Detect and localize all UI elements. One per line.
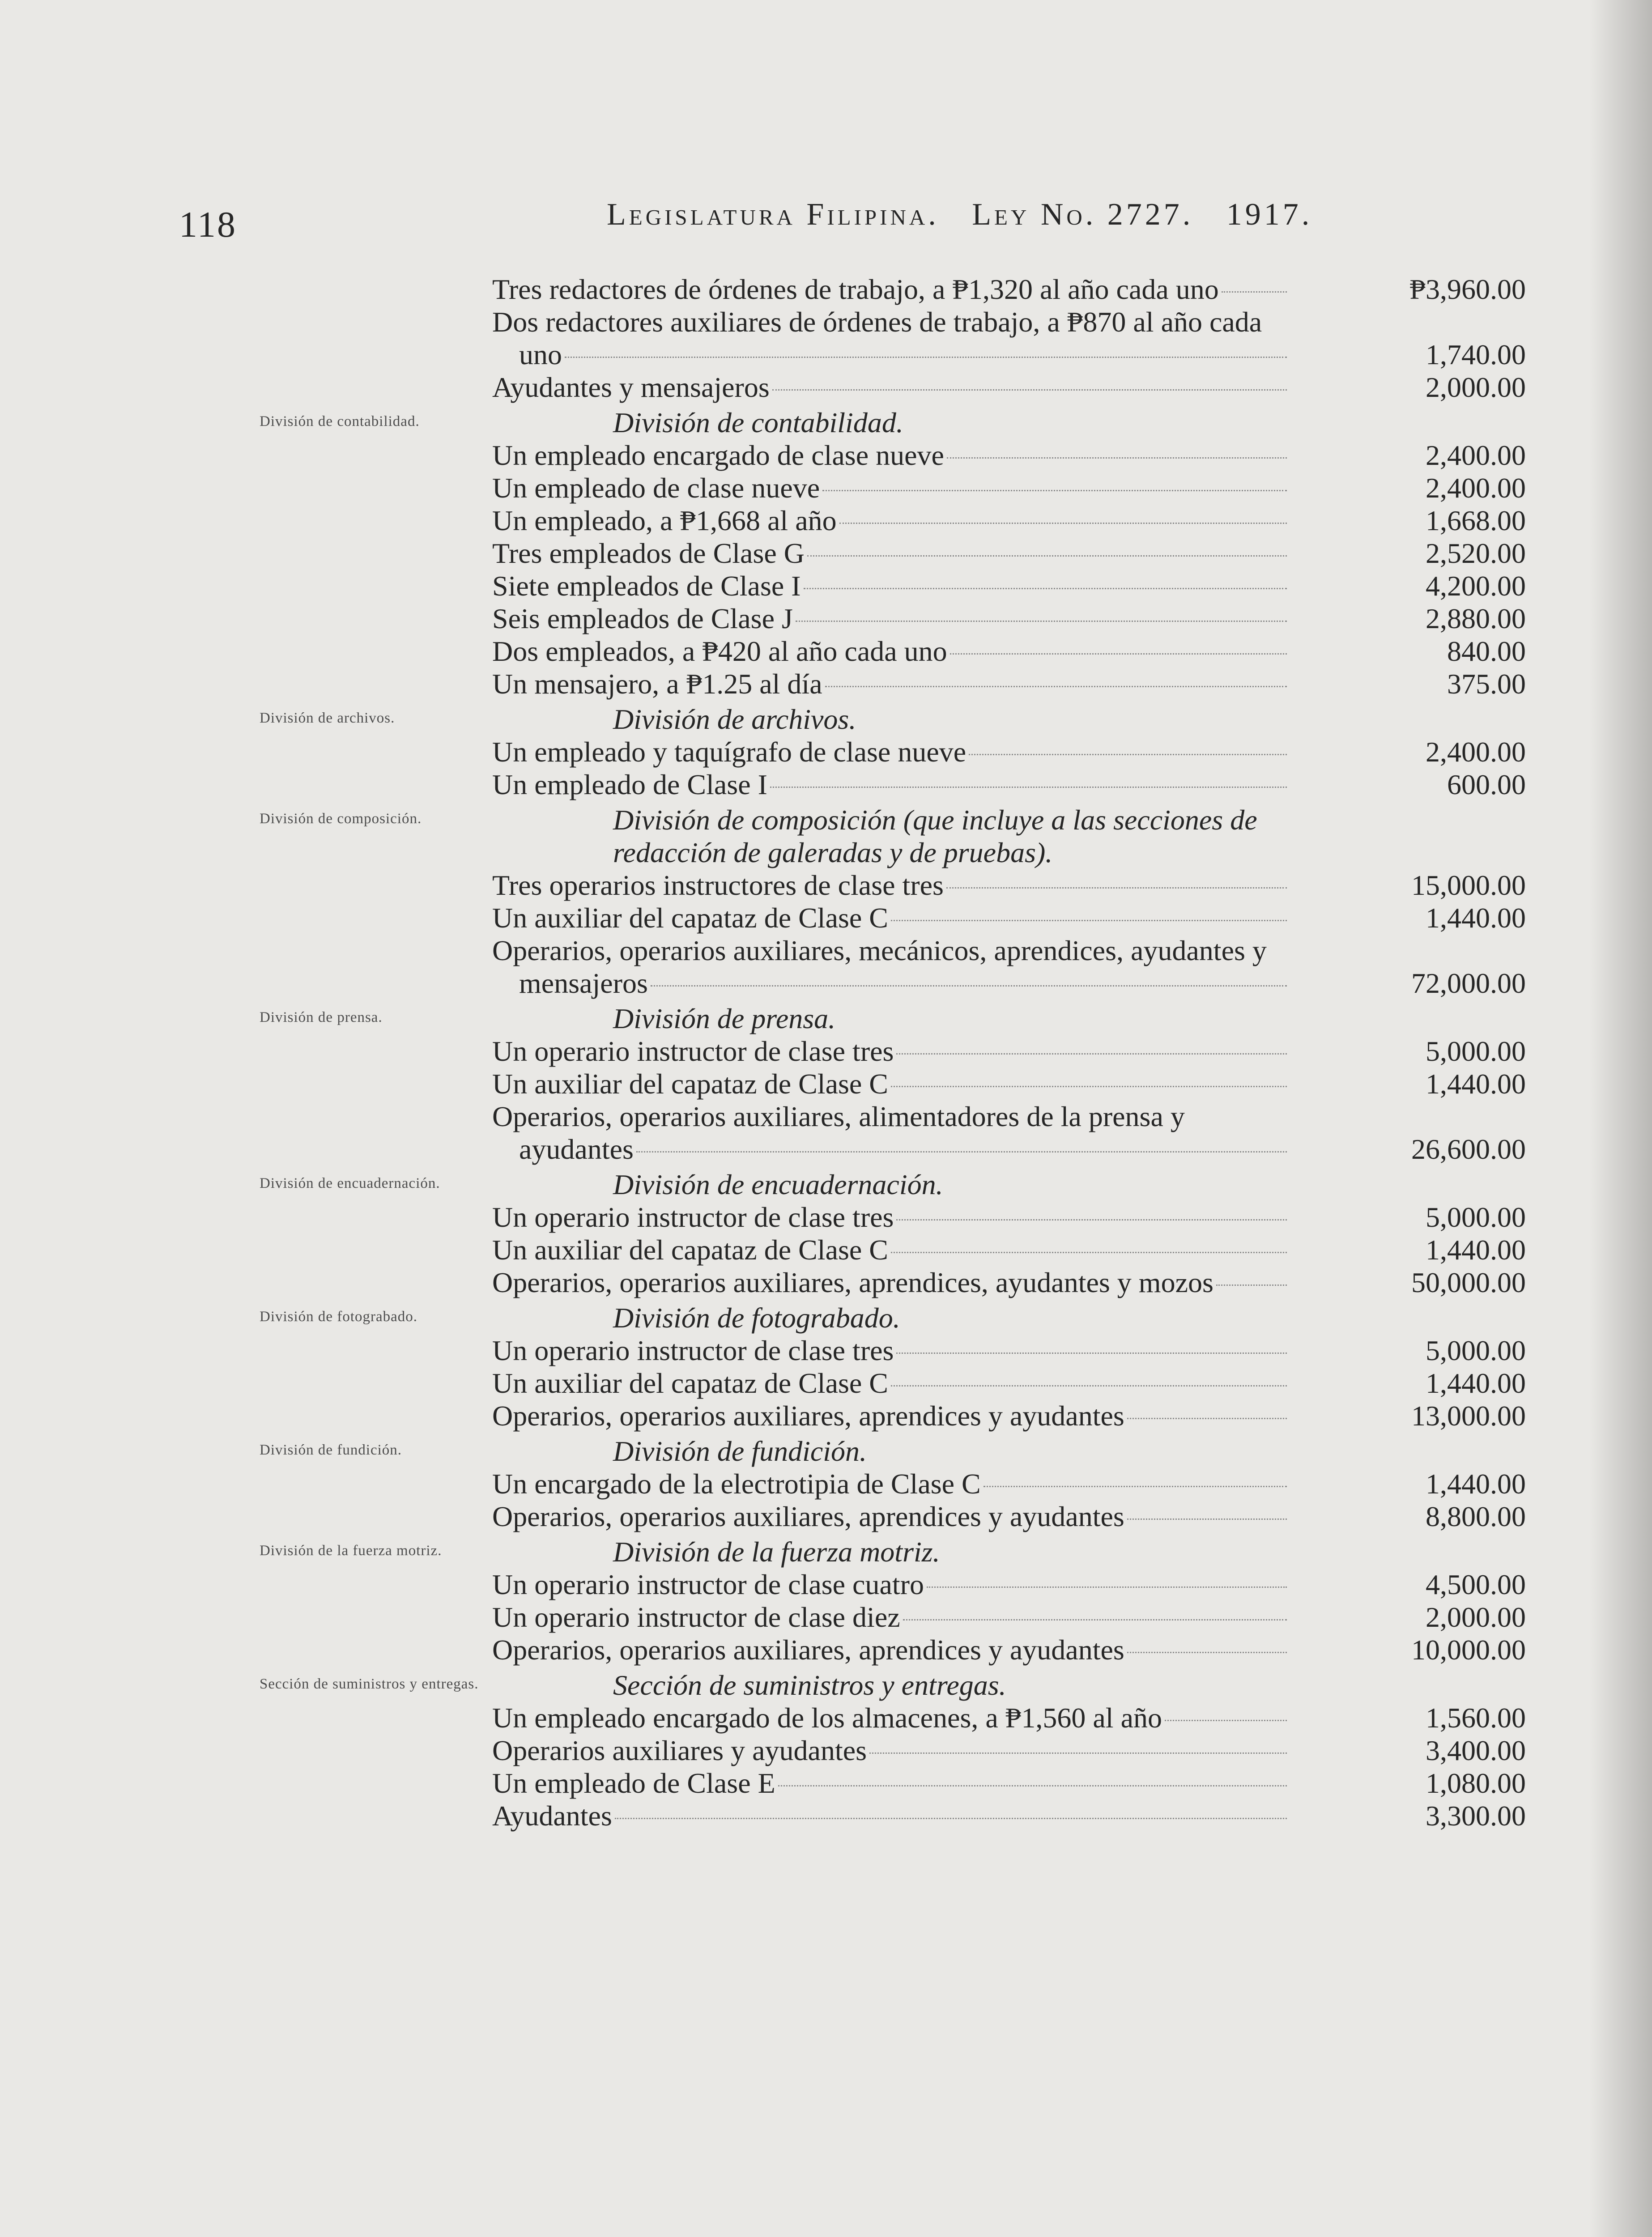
item-description: Un encargado de la electrotipia de Clase C bbox=[492, 1468, 981, 1500]
item-amount: 26,600.00 bbox=[1411, 1133, 1526, 1165]
dot-leader bbox=[896, 1352, 1287, 1354]
budget-line-item bbox=[492, 1201, 1530, 1233]
budget-section bbox=[260, 804, 1530, 999]
item-description: Ayudantes bbox=[492, 1800, 612, 1832]
item-description: Un empleado encargado de clase nueve bbox=[492, 439, 944, 471]
budget-line-item bbox=[492, 768, 1530, 801]
section-heading: División de composición (que incluye a las secciones de redacción de galeradas y de pruebas). bbox=[613, 804, 1257, 868]
item-amount: 4,500.00 bbox=[1426, 1569, 1526, 1600]
margin-note: División de fundición. bbox=[260, 1442, 402, 1458]
item-description: Ayudantes y mensajeros bbox=[492, 371, 770, 403]
item-description: Un operario instructor de clase diez bbox=[492, 1601, 900, 1633]
dot-leader bbox=[891, 1086, 1287, 1087]
budget-line-item bbox=[492, 1767, 1530, 1799]
section-heading: División de prensa. bbox=[613, 1003, 836, 1034]
item-description: Un operario instructor de clase tres bbox=[492, 1335, 894, 1366]
item-description: Un empleado de clase nueve bbox=[492, 472, 820, 504]
margin-note: División de la fuerza motriz. bbox=[260, 1543, 442, 1559]
item-amount: 4,200.00 bbox=[1426, 570, 1526, 602]
page-number: 118 bbox=[179, 204, 237, 245]
budget-line-item bbox=[492, 1233, 1530, 1266]
item-description: Operarios, operarios auxiliares, aprendices y ayudantes bbox=[492, 1501, 1124, 1532]
item-description: Un operario instructor de clase tres bbox=[492, 1035, 894, 1067]
header-law: Ley No. 2727. bbox=[972, 197, 1194, 232]
margin-note: División de prensa. bbox=[260, 1009, 383, 1025]
budget-line-item bbox=[492, 1568, 1530, 1601]
item-amount: 1,440.00 bbox=[1426, 1234, 1526, 1266]
budget-line-item bbox=[492, 635, 1530, 668]
dot-leader bbox=[772, 389, 1287, 391]
item-amount: 600.00 bbox=[1447, 769, 1526, 800]
budget-line-item bbox=[492, 1601, 1530, 1633]
item-amount: 5,000.00 bbox=[1426, 1201, 1526, 1233]
item-amount: 1,440.00 bbox=[1426, 1468, 1526, 1500]
section-heading: División de fotograbado. bbox=[613, 1302, 900, 1334]
dot-leader bbox=[903, 1619, 1287, 1620]
dot-leader bbox=[969, 754, 1287, 755]
dot-leader bbox=[615, 1818, 1287, 1819]
item-description: Un operario instructor de clase cuatro bbox=[492, 1569, 924, 1600]
item-amount: 840.00 bbox=[1447, 635, 1526, 667]
dot-leader bbox=[896, 1219, 1287, 1221]
budget-line-item bbox=[492, 1266, 1530, 1299]
running-header bbox=[607, 197, 1312, 233]
item-description: Un auxiliar del capataz de Clase C bbox=[492, 1367, 888, 1399]
section-heading: División de contabilidad. bbox=[613, 407, 903, 438]
item-description: Un empleado de Clase I bbox=[492, 769, 767, 800]
dot-leader bbox=[950, 653, 1287, 655]
budget-line-item bbox=[492, 504, 1530, 537]
dot-leader bbox=[796, 621, 1287, 622]
item-description: Un empleado, a ₱1,668 al año bbox=[492, 505, 837, 536]
dot-leader bbox=[946, 887, 1287, 889]
section-heading: División de encuadernación. bbox=[613, 1169, 943, 1200]
budget-line-item bbox=[492, 668, 1530, 700]
budget-line-item bbox=[492, 902, 1530, 934]
item-description: Un empleado de Clase E bbox=[492, 1767, 775, 1799]
item-amount: 1,080.00 bbox=[1426, 1767, 1526, 1799]
item-description: Dos redactores auxiliares de órdenes de trabajo, a ₱870 al año cada uno bbox=[492, 306, 1262, 370]
dot-leader bbox=[839, 523, 1287, 524]
item-description: Tres redactores de órdenes de trabajo, a ₱1,320 al año cada uno bbox=[492, 273, 1219, 305]
budget-line-item bbox=[492, 472, 1530, 504]
item-amount: 13,000.00 bbox=[1411, 1400, 1526, 1432]
item-description: Operarios, operarios auxiliares, mecánicos, aprendices, ayudantes y mensajeros bbox=[492, 935, 1267, 999]
dot-leader bbox=[927, 1586, 1287, 1588]
budget-line-item bbox=[492, 1734, 1530, 1767]
dot-leader bbox=[891, 920, 1287, 921]
item-description: Operarios, operarios auxiliares, aprendices y ayudantes bbox=[492, 1634, 1124, 1666]
item-amount: 3,300.00 bbox=[1426, 1800, 1526, 1832]
budget-line-item bbox=[492, 570, 1530, 602]
budget-line-item bbox=[492, 371, 1530, 404]
item-description: Un empleado encargado de los almacenes, a ₱1,560 al año bbox=[492, 1702, 1162, 1734]
budget-line-item bbox=[492, 1035, 1530, 1067]
header-title: Legislatura Filipina. bbox=[607, 197, 939, 232]
budget-section bbox=[260, 703, 1530, 801]
item-description: Un mensajero, a ₱1.25 al día bbox=[492, 668, 822, 700]
item-amount: 1,560.00 bbox=[1426, 1702, 1526, 1734]
dot-leader bbox=[984, 1486, 1287, 1487]
dot-leader bbox=[778, 1785, 1287, 1786]
item-amount: 2,400.00 bbox=[1426, 439, 1526, 471]
dot-leader bbox=[807, 555, 1287, 557]
page-edge-shadow bbox=[1589, 0, 1652, 2237]
item-amount: 72,000.00 bbox=[1411, 967, 1526, 999]
budget-section bbox=[260, 1535, 1530, 1666]
dot-leader bbox=[891, 1252, 1287, 1253]
budget-line-item bbox=[492, 602, 1530, 635]
dot-leader bbox=[896, 1053, 1287, 1055]
budget-line-item bbox=[492, 439, 1530, 472]
dot-leader bbox=[822, 490, 1287, 491]
budget-section bbox=[260, 1435, 1530, 1533]
item-description: Operarios, operarios auxiliares, aprendices, ayudantes y mozos bbox=[492, 1267, 1213, 1298]
margin-note: División de fotograbado. bbox=[260, 1309, 418, 1325]
dot-leader bbox=[825, 686, 1287, 687]
dot-leader bbox=[1222, 291, 1287, 293]
budget-line-item bbox=[492, 1633, 1530, 1666]
margin-note: Sección de suministros y entregas. bbox=[260, 1676, 479, 1692]
item-amount: 5,000.00 bbox=[1426, 1035, 1526, 1067]
dot-leader bbox=[1127, 1518, 1287, 1520]
dot-leader bbox=[891, 1385, 1287, 1386]
item-amount: 1,668.00 bbox=[1426, 505, 1526, 536]
item-amount: 10,000.00 bbox=[1411, 1634, 1526, 1666]
budget-line-item bbox=[492, 934, 1530, 999]
dot-leader bbox=[869, 1752, 1287, 1754]
budget-line-item bbox=[492, 1399, 1530, 1432]
budget-line-item bbox=[492, 736, 1530, 768]
budget-line-item bbox=[492, 1799, 1530, 1832]
item-description: Tres operarios instructores de clase tres bbox=[492, 869, 944, 901]
item-amount: 2,000.00 bbox=[1426, 371, 1526, 403]
item-amount: 2,000.00 bbox=[1426, 1601, 1526, 1633]
budget-section bbox=[492, 273, 1530, 404]
item-description: Siete empleados de Clase I bbox=[492, 570, 801, 602]
item-amount: 375.00 bbox=[1447, 668, 1526, 700]
item-description: Un empleado y taquígrafo de clase nueve bbox=[492, 736, 967, 768]
item-amount: 2,400.00 bbox=[1426, 472, 1526, 504]
dot-leader bbox=[1127, 1418, 1287, 1419]
budget-line-item bbox=[492, 1067, 1530, 1100]
budget-line-item bbox=[492, 869, 1530, 902]
item-amount: 2,520.00 bbox=[1426, 537, 1526, 569]
budget-listing bbox=[260, 273, 1530, 1832]
section-heading: Sección de suministros y entregas. bbox=[613, 1669, 1006, 1701]
dot-leader bbox=[1127, 1652, 1287, 1653]
item-amount: 1,440.00 bbox=[1426, 902, 1526, 934]
budget-section bbox=[260, 1669, 1530, 1832]
dot-leader bbox=[1216, 1284, 1287, 1286]
budget-section bbox=[260, 406, 1530, 700]
item-amount: ₱3,960.00 bbox=[1409, 273, 1526, 305]
item-description: Un operario instructor de clase tres bbox=[492, 1201, 894, 1233]
item-amount: 1,440.00 bbox=[1426, 1367, 1526, 1399]
margin-note: División de encuadernación. bbox=[260, 1175, 440, 1191]
item-amount: 5,000.00 bbox=[1426, 1335, 1526, 1366]
budget-line-item bbox=[492, 1100, 1530, 1165]
item-amount: 1,740.00 bbox=[1426, 339, 1526, 370]
dot-leader bbox=[804, 588, 1287, 589]
item-amount: 15,000.00 bbox=[1411, 869, 1526, 901]
header-year: 1917. bbox=[1226, 197, 1313, 232]
item-amount: 2,400.00 bbox=[1426, 736, 1526, 768]
margin-note: División de contabilidad. bbox=[260, 413, 420, 430]
budget-line-item bbox=[492, 1500, 1530, 1533]
budget-line-item bbox=[492, 1701, 1530, 1734]
budget-line-item bbox=[492, 273, 1530, 306]
dot-leader bbox=[1165, 1720, 1287, 1721]
section-heading: División de la fuerza motriz. bbox=[613, 1536, 940, 1568]
item-description: Seis empleados de Clase J bbox=[492, 603, 793, 634]
budget-section bbox=[260, 1168, 1530, 1299]
dot-leader bbox=[651, 985, 1287, 987]
item-amount: 1,440.00 bbox=[1426, 1068, 1526, 1100]
budget-line-item bbox=[492, 306, 1530, 371]
margin-note: División de archivos. bbox=[260, 710, 395, 726]
item-amount: 8,800.00 bbox=[1426, 1501, 1526, 1532]
dot-leader bbox=[636, 1151, 1287, 1153]
item-amount: 2,880.00 bbox=[1426, 603, 1526, 634]
margin-note: División de composición. bbox=[260, 811, 422, 827]
item-description: Operarios, operarios auxiliares, alimentadores de la prensa y ayudantes bbox=[492, 1101, 1185, 1165]
item-amount: 50,000.00 bbox=[1411, 1267, 1526, 1298]
section-heading: División de archivos. bbox=[613, 703, 856, 735]
item-description: Dos empleados, a ₱420 al año cada uno bbox=[492, 635, 947, 667]
item-description: Un auxiliar del capataz de Clase C bbox=[492, 1234, 888, 1266]
budget-line-item bbox=[492, 1334, 1530, 1367]
item-description: Un auxiliar del capataz de Clase C bbox=[492, 902, 888, 934]
item-description: Tres empleados de Clase G bbox=[492, 537, 805, 569]
dot-leader bbox=[770, 787, 1287, 788]
item-description: Un auxiliar del capataz de Clase C bbox=[492, 1068, 888, 1100]
item-amount: 3,400.00 bbox=[1426, 1735, 1526, 1766]
dot-leader bbox=[565, 357, 1287, 358]
budget-section bbox=[260, 1301, 1530, 1432]
budget-line-item bbox=[492, 1367, 1530, 1399]
item-description: Operarios, operarios auxiliares, aprendices y ayudantes bbox=[492, 1400, 1124, 1432]
budget-line-item bbox=[492, 537, 1530, 570]
budget-line-item bbox=[492, 1467, 1530, 1500]
budget-section bbox=[260, 1002, 1530, 1165]
section-heading: División de fundición. bbox=[613, 1435, 867, 1467]
dot-leader bbox=[947, 457, 1287, 459]
item-description: Operarios auxiliares y ayudantes bbox=[492, 1735, 867, 1766]
